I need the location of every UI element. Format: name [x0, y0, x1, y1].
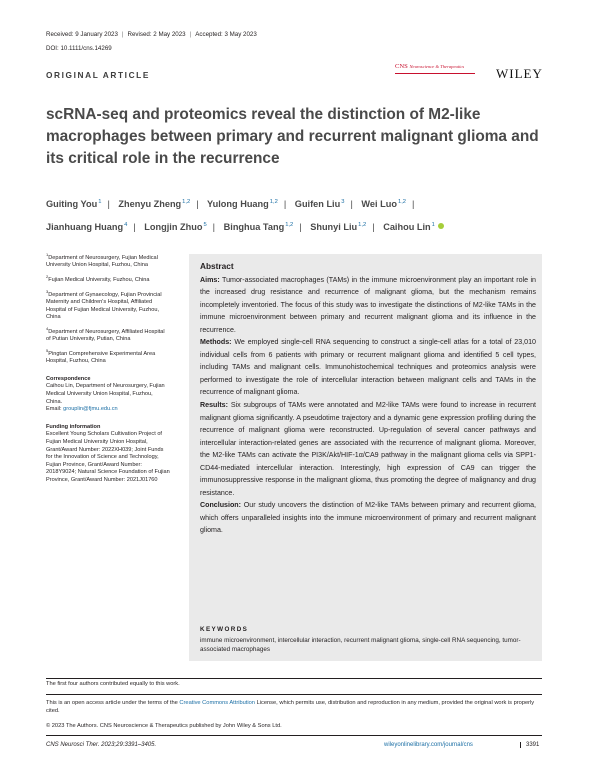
journal-logo-sub: Neuroscience & Therapeutics [409, 64, 465, 69]
journal-logo-main: CNS [395, 63, 408, 70]
author[interactable]: Shunyi Liu$^{1,2}$ [310, 222, 367, 232]
funding-text: Excellent Young Scholars Cultivation Project of Fujian Medical University Union Hospital, Grant/Award Number: 2022XH039; Joint Funds for the Innovation of Science and Technology, Fujian Province, Grant/Award Number: 2018Y9024; Natural Science Foundation of Fujian Province, Grant/Award Number: 2021J01760 [46, 431, 170, 483]
date-separator: | [121, 31, 124, 38]
article-type: ORIGINAL ARTICLE [46, 70, 150, 80]
author[interactable]: Guiting You$^1$ [46, 199, 102, 209]
publisher-logo[interactable]: WILEY [496, 66, 543, 81]
copyright-note: © 2023 The Authors. CNS Neuroscience & Therapeutics published by John Wiley & Sons Ltd. [46, 723, 282, 729]
equal-contribution-note: The first four authors contributed equally to this work. [46, 681, 180, 687]
keywords-text: immune microenvironment, intercellular interaction, recurrent malignant glioma, single-cell RNA sequencing, tumor-associated macrophages [200, 637, 521, 653]
doi[interactable]: DOI: 10.1111/cns.14269 [46, 45, 112, 52]
author[interactable]: Wei Luo$^{1,2}$ [361, 199, 407, 209]
revised-date: Revised: 2 May 2023 [127, 31, 186, 38]
author[interactable]: Binghua Tang$^{1,2}$ [223, 222, 294, 232]
orcid-icon[interactable] [438, 223, 444, 229]
keywords-heading: KEYWORDS [200, 626, 249, 633]
email-label: Email: [46, 406, 62, 413]
divider [46, 694, 542, 695]
correspondence-heading: Correspondence [46, 375, 91, 382]
affiliation: $^1$Department of Neurosurgery, Fujian Medical University Union Hospital, Fuzhou, China [46, 252, 158, 269]
author[interactable]: Longjin Zhuo$^5$ [144, 222, 207, 232]
abstract [200, 260, 536, 537]
date-separator: | [189, 31, 192, 38]
divider [46, 735, 542, 736]
affiliation: $^4$Department of Neurosurgery, Affiliated Hospital of Putian University, Putian, China [46, 325, 165, 343]
received-date: Received: 9 January 2023 [46, 31, 118, 38]
abstract-methods: Methods: We employed single-cell RNA sequencing to construct a single-cell atlas for a total of 23,010 individual cells from 6 patients with primary or recurrent malignant glioma and identified 5 cell types, including TAMs and malignant cells. Immunohistochemical techniques and proteomics analysis were performed to investigate the role of intercellular interaction between malignant cells and TAMs in the recurrence of malignant glioma. [200, 338, 536, 397]
author-list: Guiting You$^1$ | Zhenyu Zheng$^{1,2}$ | Yulong Huang$^{1,2}$ | Guifen Liu$^3$ | Wei Luo$^{1,2}$ | Jianhuang Huang$^4$ | Longjin Zhuo$^5$ | Binghua Tang$^{1,2}$ | Shunyi Liu$^{1,2}$ | Caihou Lin$^1$ [46, 192, 546, 238]
divider [46, 678, 542, 679]
correspondence-text: Caihou Lin, Department of Neurosurgery, Fujian Medical University Union Hospital, Fuzhou, China. [46, 383, 165, 405]
email-link[interactable]: grouplin@fjmu.edu.cn [63, 406, 118, 413]
abstract-results: Results: Six subgroups of TAMs were annotated and M2-like TAMs were found to increase in recurrent malignant glioma significantly. A pseudotime trajectory and a dynamic gene expression profiling during the recurrence of malignant glioma were reconstructed. Up-regulation of several cancer pathways and intercellular interaction-related genes are associated with the recurrence of malignant glioma. Moreover, the M2-like TAMs can activate the PI3K/Akt/HIF-1α/CA9 pathway in the malignant glioma cells via SPP1-CD44-mediated intercellular interaction. Interestingly, high expression of CA9 can trigger the immunosuppressive response in the malignant glioma, thus promoting the degree of malignancy and drug resistance. [200, 401, 536, 497]
author[interactable]: Yulong Huang$^{1,2}$ [207, 199, 278, 209]
license-link[interactable]: Creative Commons Attribution [179, 700, 255, 706]
abstract-heading: Abstract [200, 261, 234, 271]
citation: CNS Neurosci Ther. 2023;29:3391–3405. [46, 742, 157, 748]
author[interactable]: Caihou Lin$^1$ [383, 222, 444, 232]
funding-heading: Funding information [46, 423, 101, 430]
correspondence-email-line [46, 406, 170, 414]
affiliation: $^5$Pingtan Comprehensive Experimental Area Hospital, Fuzhou, China [46, 347, 156, 365]
abstract-aims: Aims: Tumor-associated macrophages (TAMs) in the immune microenvironment play an important role in the increased drug resistance and recurrence of malignant glioma, but the mechanism remains incompletely inventoried. The focus of this study was to investigate the distinctions of M2-like TAMs in the immune microenvironment between primary and recurrent malignant glioma and its influence in the recurrence. [200, 275, 537, 334]
affiliation: $^2$Fujian Medical University, Fuzhou, China [46, 274, 150, 283]
publication-dates [46, 31, 257, 38]
accepted-date: Accepted: 3 May 2023 [195, 31, 257, 38]
journal-url[interactable]: wileyonlinelibrary.com/journal/cns [384, 742, 473, 748]
journal-logo[interactable] [395, 63, 464, 70]
left-column [46, 251, 170, 485]
author[interactable]: Guifen Liu$^3$ [294, 199, 345, 209]
article-title: scRNA-seq and proteomics reveal the distinction of M2-like macrophages between primary and recurrent malignant glioma and its critical role in the recurrence [46, 106, 539, 167]
author[interactable]: Jianhuang Huang$^4$ [46, 222, 128, 232]
author[interactable]: Zhenyu Zheng$^{1,2}$ [118, 199, 191, 209]
license-note: This is an open access article under the terms of the Creative Commons Attribution License, which permits use, distribution and reproduction in any medium, provided the original work is properly cited. [46, 700, 535, 714]
abstract-conclusion: Conclusion: Our study uncovers the distinction of M2-like TAMs between primary and recurrent glioma, which offers unparalleled insights into the immune microenvironment of primary and recurrent malignant glioma. [200, 501, 536, 535]
page-number: 3391 [520, 742, 539, 748]
journal-logo-rule [395, 73, 475, 74]
affiliation: $^3$Department of Gynaecology, Fujian Provincial Maternity and Children's Hospital, Affiliated Hospital of Fujian Medical University, Fuzhou, China [46, 288, 162, 321]
